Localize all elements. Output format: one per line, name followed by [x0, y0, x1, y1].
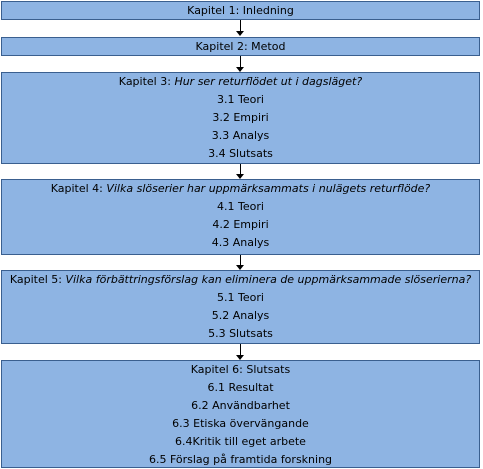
chapter-6-item: 6.1 Resultat	[207, 381, 274, 394]
chapter-6-box	[1, 360, 480, 468]
chapter-3-title: Kapitel 3: Hur ser returflödet ut i dagsläget?	[118, 75, 363, 88]
arrowhead-1-2	[236, 31, 244, 36]
chapter-6-item: 6.4Kritik till eget arbete	[175, 435, 306, 448]
chapter-3-item: 3.2 Empiri	[212, 111, 269, 124]
chapter-3-item: 3.3 Analys	[211, 129, 270, 142]
chapter-3-item: 3.1 Teori	[217, 93, 264, 106]
chapter-4-box	[1, 179, 480, 255]
chapter-4-item: 4.3 Analys	[211, 236, 270, 249]
chapter-6-title: Kapitel 6: Slutsats	[190, 363, 291, 376]
chapter-1-box	[1, 1, 480, 20]
chapter-6-item: 6.3 Etiska övervängande	[172, 417, 309, 430]
chapter-5-item: 5.2 Analys	[211, 309, 270, 322]
chapter-2-box	[1, 37, 480, 56]
chapter-5-box	[1, 270, 480, 344]
chapter-4-item: 4.1 Teori	[217, 200, 264, 213]
chapter-4-item: 4.2 Empiri	[212, 218, 269, 231]
chapter-6-item: 6.5 Förslag på framtida forskning	[148, 453, 333, 466]
chapter-2-title: Kapitel 2: Metod	[195, 40, 286, 53]
chapter-3-item: 3.4 Slutsats	[208, 147, 273, 160]
chapter-5-item: 5.3 Slutsats	[208, 327, 273, 340]
chapter-3-box	[1, 72, 480, 164]
chapter-1-title: Kapitel 1: Inledning	[187, 4, 294, 17]
chapter-6-item: 6.2 Användbarhet	[191, 399, 290, 412]
chapter-5-item: 5.1 Teori	[217, 291, 264, 304]
chapter-5-title: Kapitel 5: Vilka förbättringsförslag kan eliminera de uppmärksammade slöserierna?	[9, 273, 472, 286]
chapter-4-title: Kapitel 4: Vilka slöserier har uppmärksammats i nulägets returflöde?	[50, 182, 431, 195]
